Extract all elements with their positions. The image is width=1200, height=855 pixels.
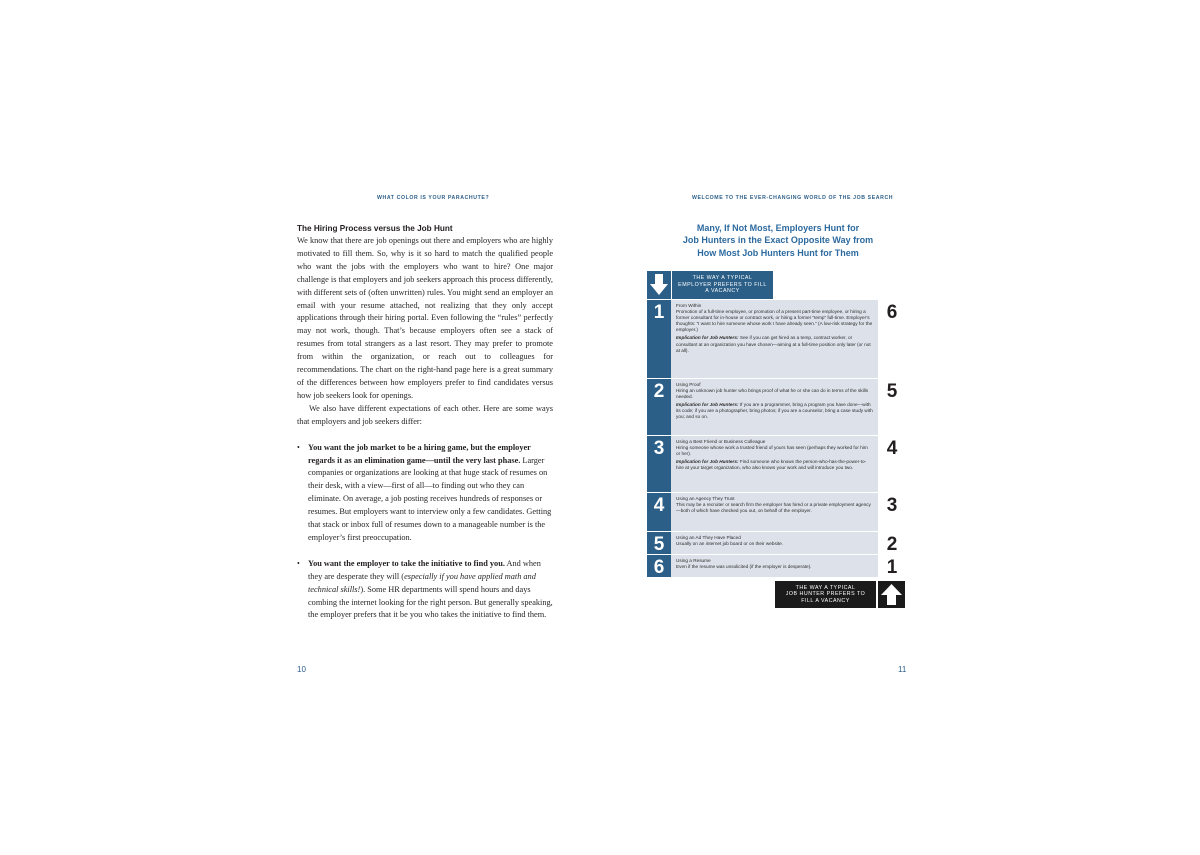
employer-label-line: A VACANCY xyxy=(705,288,740,295)
paragraph-1: We know that there are job openings out there and employers who are highly motivated to fill them. So, why is it so hard to match the qualified people who want the jobs with the employers who want to hire? One major challenge is that employers and job seekers approach this process differently, with different sets of (often unwritten) rules. You might send an employer an email with your resume attached, not realizing that they only accept applications through their hiring portal. Even following the “rules” perfectly may not work, though. That’s because employers often see a stack of resumes from total strangers as a last resort. They may prefer to promote from within the organization, or reach out to colleagues for recommendations. The chart on the right-hand page here is a great summary of the differences between how employers prefer to find candidates versus how job seekers look for openings. xyxy=(297,236,553,400)
bullet-lead: You want the job market to be a hiring game, but the employer regards it as an elimination game—until the very last phase. xyxy=(308,442,531,465)
right-page xyxy=(600,0,1200,855)
chart-row xyxy=(647,532,905,554)
job-hunter-label-line: FILL A VACANCY xyxy=(801,597,850,604)
bullet-item-1 xyxy=(297,442,553,545)
row-title: Using Proof xyxy=(676,382,701,387)
row-description: Usually on an internet job board or on their website. xyxy=(676,541,784,547)
implication-label: Implication for Job Hunters: xyxy=(676,459,739,465)
bullet-lead: You want the employer to take the initiative to find you. xyxy=(308,558,505,568)
job-hunter-rank: 1 xyxy=(878,555,905,577)
employer-rank: 2 xyxy=(647,379,671,435)
bullet-list xyxy=(297,442,553,623)
section-heading: The Hiring Process versus the Job Hunt xyxy=(297,224,453,233)
job-hunter-rank: 2 xyxy=(878,532,905,554)
row-description: Hiring an unknown job hunter who brings proof of what he or she can do in terms of the skills needed. xyxy=(676,388,869,400)
chart-row xyxy=(647,379,905,435)
implication-text: Find someone who knows the person-who-has-the-power-to-hire at your target organization, who also knows your work and will introduce you two. xyxy=(676,459,867,471)
chart-title xyxy=(678,222,878,259)
running-head-right: WELCOME TO THE EVER-CHANGING WORLD OF THE JOB SEARCH xyxy=(692,195,894,201)
chart-title-line: Many, If Not Most, Employers Hunt for xyxy=(696,223,860,233)
chart-row xyxy=(647,300,905,378)
bullet-dot-icon: • xyxy=(297,558,300,568)
row-content xyxy=(671,493,878,531)
row-description: Promotion of a full-time employee, or promotion of a present part-time employee, or hiring a former consultant for in-house or contract work, or hiring a former “temp” full-time. Employer’s thoughts: “I want to hire someone whose work I have already seen.” (A low-risk strategy for the employer.) xyxy=(676,309,873,333)
down-arrow-icon xyxy=(647,271,671,299)
employer-rank: 5 xyxy=(647,532,671,554)
employer-rank: 1 xyxy=(647,300,671,378)
row-title: Using an Ad They Have Placed xyxy=(676,535,741,540)
row-title: From Within xyxy=(676,303,702,308)
bullet-item-2 xyxy=(297,558,553,623)
job-hunter-rank: 5 xyxy=(878,379,905,435)
running-head-left: WHAT COLOR IS YOUR PARACHUTE? xyxy=(377,195,490,201)
row-implication xyxy=(676,459,873,471)
bullet-body: Larger companies or organizations are looking at that huge stack of resumes on their desk, with a view—first of all—to finding out who they can eliminate. On average, a job posting receives hundreds of responses or resumes. But employers want to interview only a few candidates. Getting that stack or inbox full of resumes down to a manageable number is the employer’s first preoccupation. xyxy=(308,455,552,542)
row-content xyxy=(671,436,878,492)
employer-label-line: EMPLOYER PREFERS TO FILL xyxy=(678,281,767,288)
row-content xyxy=(671,379,878,435)
paragraph-2: We also have different expectations of each other. Here are some ways that employers and job seekers differ: xyxy=(297,403,553,426)
job-hunter-rank: 6 xyxy=(878,300,905,378)
chart-row xyxy=(647,555,905,577)
employer-label-line: THE WAY A TYPICAL xyxy=(692,275,753,282)
employer-preference-label xyxy=(672,271,773,299)
bullet-body-emphasis: especially if you have applied math and technical skills! xyxy=(308,571,536,594)
row-title: Using an Agency They Trust xyxy=(676,496,735,501)
chart-row xyxy=(647,436,905,492)
implication-text: If you are a programmer, bring a program you have done—with its code; if you are a photographer, bring photos; if you are a counselor, bring a case study with you; and so on. xyxy=(676,402,873,420)
row-implication xyxy=(676,402,873,420)
row-implication xyxy=(676,335,873,353)
employer-rank: 3 xyxy=(647,436,671,492)
job-hunter-label-line: JOB HUNTER PREFERS TO xyxy=(785,591,866,598)
chart-rows xyxy=(647,300,905,578)
employer-rank: 4 xyxy=(647,493,671,531)
implication-text: See if you can get hired as a temp, contract worker, or consultant at an organization you have chosen—aiming at a full-time position only later (or not at all). xyxy=(676,335,871,353)
row-title: Using a Best Friend or Business Colleague xyxy=(676,439,766,444)
row-content xyxy=(671,300,878,378)
chart-title-line: How Most Job Hunters Hunt for Them xyxy=(697,247,859,258)
job-hunter-label-line: THE WAY A TYPICAL xyxy=(795,584,856,591)
implication-label: Implication for Job Hunters: xyxy=(676,402,739,408)
row-description: This may be a recruiter or search firm the employer has hired or a private employment agency—both of which have checked you out, on behalf of the employer. xyxy=(676,502,871,514)
ranking-chart xyxy=(647,271,905,611)
page-number-right: 11 xyxy=(898,665,907,674)
chart-title-line: Job Hunters in the Exact Opposite Way from xyxy=(682,235,874,246)
bullet-body-part-a: And when they are desperate they will ( xyxy=(308,558,541,581)
page-number-left: 10 xyxy=(297,665,306,674)
row-content xyxy=(671,555,878,577)
job-hunter-preference-label xyxy=(775,581,876,608)
job-hunter-rank: 3 xyxy=(878,493,905,531)
row-title: Using a Resume xyxy=(676,558,711,563)
row-description: Even if the resume was unsolicited (if the employer is desperate). xyxy=(676,564,812,570)
row-content xyxy=(671,532,878,554)
chart-row xyxy=(647,493,905,531)
row-description: Hiring someone whose work a trusted friend of yours has seen (perhaps they worked for him or her). xyxy=(676,445,868,457)
bullet-body-part-b: ). Some HR departments will spend hours and days combing the internet looking for the right person. But generally speaking, the employer prefers that it be you who takes the initiative to find them. xyxy=(308,584,553,620)
employer-rank: 6 xyxy=(647,555,671,577)
left-body-text xyxy=(297,222,553,635)
bullet-dot-icon: • xyxy=(297,442,300,452)
up-arrow-icon xyxy=(878,581,905,608)
job-hunter-rank: 4 xyxy=(878,436,905,492)
implication-label: Implication for Job Hunters: xyxy=(676,335,739,341)
